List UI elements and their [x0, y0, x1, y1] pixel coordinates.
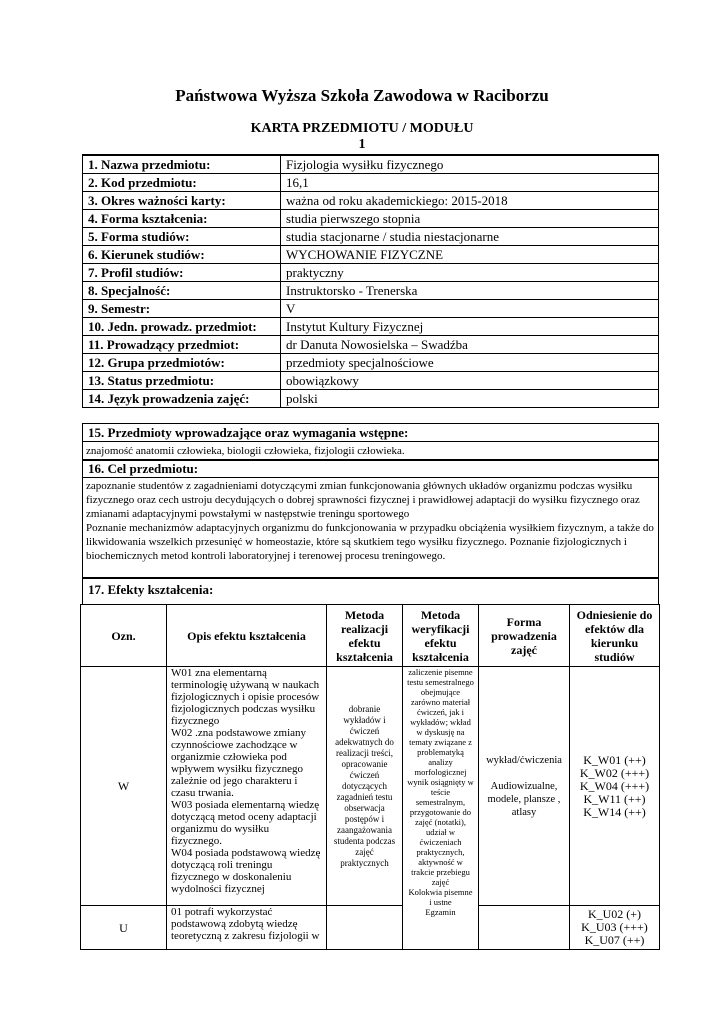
- info-value: studia pierwszego stopnia: [281, 210, 659, 228]
- info-label: 8. Specjalność:: [83, 282, 281, 300]
- section-course-goal-heading: 16. Cel przedmiotu:: [83, 460, 658, 478]
- info-value: studia stacjonarne / studia niestacjonarne: [281, 228, 659, 246]
- row-u-ozn: U: [81, 906, 167, 950]
- info-label: 5. Forma studiów:: [83, 228, 281, 246]
- info-value: obowiązkowy: [281, 372, 659, 390]
- section-course-goal: [82, 459, 659, 578]
- info-label: 14. Język prowadzenia zajęć:: [83, 390, 281, 408]
- course-info-table: [82, 154, 659, 408]
- row-u-odniesienie: K_U02 (+) K_U03 (+++) K_U07 (++): [570, 906, 660, 950]
- col-opis: Opis efektu kształcenia: [167, 605, 327, 667]
- row-w-forma: wykład/ćwiczenia Audiowizualne, modele, plansze , atlasy: [479, 667, 570, 906]
- info-value: WYCHOWANIE FIZYCZNE: [281, 246, 659, 264]
- row-u-realizacja: [327, 906, 403, 950]
- info-label: 13. Status przedmiotu:: [83, 372, 281, 390]
- section-learning-outcomes: [82, 578, 659, 604]
- info-label: 12. Grupa przedmiotów:: [83, 354, 281, 372]
- info-value: Fizjologia wysiłku fizycznego: [281, 155, 659, 174]
- info-value: polski: [281, 390, 659, 408]
- info-label: 1. Nazwa przedmiotu:: [83, 155, 281, 174]
- info-row: [83, 372, 659, 390]
- col-odniesienie: Odniesienie do efektów dla kierunku studiów: [570, 605, 660, 667]
- info-label: 11. Prowadzący przedmiot:: [83, 336, 281, 354]
- col-metoda-realizacji: Metoda realizacji efektu kształcenia: [327, 605, 403, 667]
- university-name: Państwowa Wyższa Szkoła Zawodowa w Raciborzu: [175, 86, 549, 105]
- row-u-opis: 01 potrafi wykorzystać podstawową zdobytą wiedzę teoretyczną z zakresu fizjologii w: [167, 906, 327, 950]
- section-prerequisites-text: znajomość anatomii człowieka, biologii człowieka, fizjologii człowieka.: [86, 445, 405, 457]
- info-value: Instytut Kultury Fizycznej: [281, 318, 659, 336]
- info-value: V: [281, 300, 659, 318]
- learning-outcomes-table: [80, 604, 660, 950]
- info-row: [83, 246, 659, 264]
- info-label: 7. Profil studiów:: [83, 264, 281, 282]
- info-value: Instruktorsko - Trenerska: [281, 282, 659, 300]
- card-title: [0, 121, 724, 153]
- info-row: [83, 155, 659, 174]
- row-w-weryfikacja: zaliczenie pisemne testu semestralnego obejmujące zarówno materiał ćwiczeń, jak i wykładów; wkład w dyskusję na tematy związane z problematyką analizy morfologicznej wynik osiągnięty w teście semestralnym, przygotowanie do zajęć (notatki), udział w ćwiczeniach praktycznych, aktywność w trakcie przebiegu zajęć Kolokwia pisemne i ustne Egzamin: [403, 667, 479, 950]
- section-course-goal-text: zapoznanie studentów z zagadnieniami dotyczącymi zmian funkcjonowania głównych układów organizmu podczas wysiłku fizycznego oraz cech ustroju decydujących o dobrej sprawności fizycznej i prawidłowej adaptacji do wysiłku fizycznego oraz zmianami adaptacyjnymi powstałymi w następstwie treningu sportowego Poznanie mechanizmów adaptacyjnych organizmu do funkcjonowania w przypadku obciążenia wysiłkiem fizycznym, a także do likwidowania wszelkich przesunięć w homeostazie, które są skutkiem tego wysiłku fizycznego. Poznanie fizjologicznych i biochemicznych metod kontroli laboratoryjnej i terenowej procesu treningowego.: [86, 480, 654, 562]
- info-row: [83, 264, 659, 282]
- section-prerequisites: [82, 423, 659, 461]
- row-w-ozn: W: [81, 667, 167, 906]
- table-row: [81, 906, 660, 950]
- info-row: [83, 192, 659, 210]
- info-row: [83, 354, 659, 372]
- info-value: praktyczny: [281, 264, 659, 282]
- info-value: przedmioty specjalnościowe: [281, 354, 659, 372]
- row-w-realizacja: dobranie wykładów i ćwiczeń adekwatnych do realizacji treści, opracowanie ćwiczeń dotyczących zagadnień testu obserwacja postępów i zaangażowania studenta podczas zajęć praktycznych: [327, 667, 403, 906]
- card-number: 1: [358, 137, 366, 152]
- card-title-text: KARTA PRZEDMIOTU / MODUŁU: [250, 121, 474, 136]
- col-forma: Forma prowadzenia zajęć: [479, 605, 570, 667]
- info-row: [83, 300, 659, 318]
- info-row: [83, 390, 659, 408]
- info-row: [83, 210, 659, 228]
- info-value: dr Danuta Nowosielska – Swadźba: [281, 336, 659, 354]
- section-prerequisites-heading: 15. Przedmioty wprowadzające oraz wymagania wstępne:: [83, 424, 658, 442]
- row-w-odniesienie: K_W01 (++) K_W02 (+++) K_W04 (+++) K_W11 (++) K_W14 (++): [570, 667, 660, 906]
- row-w-opis: W01 zna elementarną terminologię używaną w naukach fizjologicznych i opisie procesów fizjologicznych podczas wysiłku fizycznego W02 .zna podstawowe zmiany czynnościowe zachodzące w organizmie człowieka pod wpływem wysiłku fizycznego zależnie od jego charakteru i czasu trwania. W03 posiada elementarną wiedzę dotyczącą metod oceny adaptacji organizmu do wysiłku fizycznego. W04 posiada podstawową wiedzę dotyczącą roli treningu fizycznego w doskonaleniu wydolności fizycznej: [167, 667, 327, 906]
- info-label: 4. Forma kształcenia:: [83, 210, 281, 228]
- col-ozn: Ozn.: [81, 605, 167, 667]
- info-value: ważna od roku akademickiego: 2015-2018: [281, 192, 659, 210]
- info-value: 16,1: [281, 174, 659, 192]
- col-metoda-weryfikacji: Metoda weryfikacji efektu kształcenia: [403, 605, 479, 667]
- info-row: [83, 318, 659, 336]
- info-label: 6. Kierunek studiów:: [83, 246, 281, 264]
- info-row: [83, 336, 659, 354]
- info-row: [83, 174, 659, 192]
- info-row: [83, 282, 659, 300]
- info-label: 10. Jedn. prowadz. przedmiot:: [83, 318, 281, 336]
- table-row: [81, 667, 660, 906]
- info-row: [83, 228, 659, 246]
- info-label: 9. Semestr:: [83, 300, 281, 318]
- info-label: 3. Okres ważności karty:: [83, 192, 281, 210]
- row-u-forma: [479, 906, 570, 950]
- section-learning-outcomes-heading: 17. Efekty kształcenia:: [88, 582, 214, 597]
- info-label: 2. Kod przedmiotu:: [83, 174, 281, 192]
